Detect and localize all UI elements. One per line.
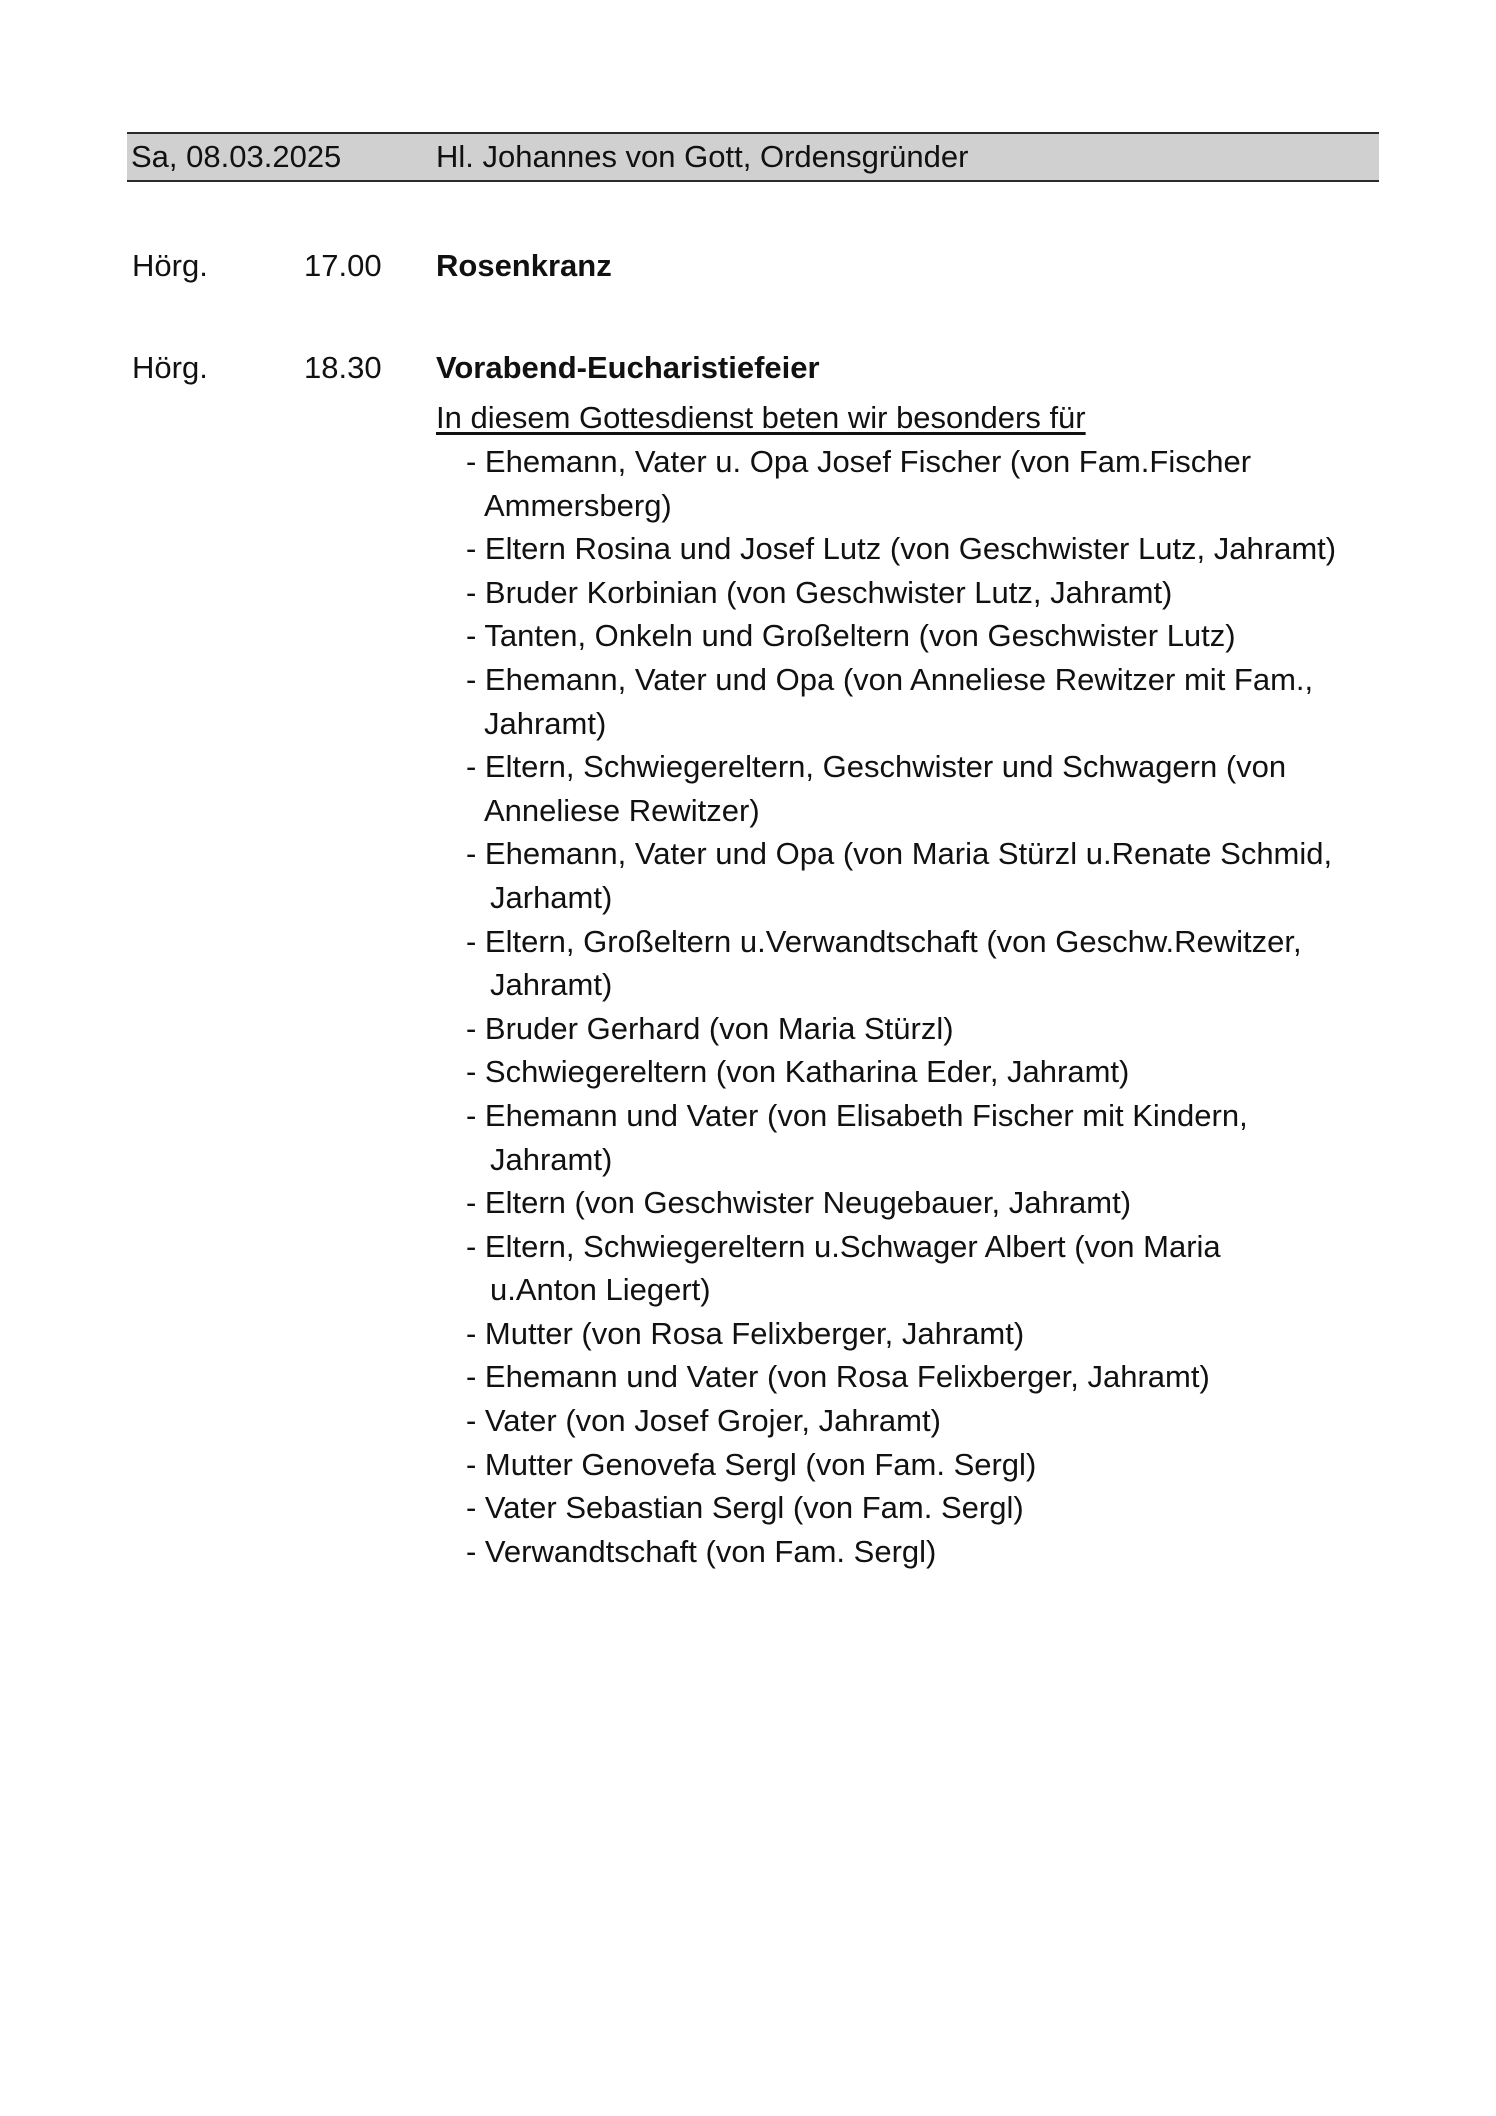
intention-item bbox=[466, 832, 1386, 919]
day-feast: Hl. Johannes von Gott, Ordensgründer bbox=[436, 139, 969, 174]
event-place: Hörg. bbox=[132, 350, 208, 385]
intention-line: - Tanten, Onkeln und Großeltern (von Geschwister Lutz) bbox=[466, 618, 1236, 654]
intention-line: - Ehemann, Vater u. Opa Josef Fischer (von Fam.Fischer bbox=[466, 444, 1252, 479]
intention-line: - Vater Sebastian Sergl (von Fam. Sergl) bbox=[466, 1490, 1024, 1526]
intention-item bbox=[466, 527, 1386, 571]
intention-line-continued: Jarhamt) bbox=[490, 879, 613, 915]
intention-item bbox=[466, 1181, 1386, 1225]
intention-item bbox=[466, 614, 1386, 658]
day-header bbox=[127, 132, 1379, 182]
intention-item bbox=[466, 571, 1386, 615]
intention-item bbox=[466, 1094, 1386, 1181]
intention-line: - Eltern, Schwiegereltern, Geschwister und Schwagern (von bbox=[466, 749, 1287, 785]
event-time: 18.30 bbox=[304, 350, 382, 385]
intention-line: - Eltern, Schwiegereltern u.Schwager Albert (von Maria bbox=[466, 1228, 1221, 1264]
day-date: Sa, 08.03.2025 bbox=[131, 139, 342, 174]
intention-line-continued: Jahramt) bbox=[490, 1141, 613, 1177]
intention-item bbox=[466, 920, 1386, 1007]
intention-item bbox=[466, 1355, 1386, 1399]
intention-line-continued: u.Anton Liegert) bbox=[490, 1272, 711, 1308]
intention-item bbox=[466, 1486, 1386, 1530]
intention-line: - Schwiegereltern (von Katharina Eder, Jahramt) bbox=[466, 1054, 1130, 1090]
intention-line: - Ehemann, Vater und Opa (von Maria Stürzl u.Renate Schmid, bbox=[466, 836, 1333, 872]
intention-item bbox=[466, 1399, 1386, 1443]
intention-item bbox=[466, 1312, 1386, 1356]
intention-line: - Vater (von Josef Grojer, Jahramt) bbox=[466, 1403, 941, 1439]
intention-item bbox=[466, 440, 1386, 527]
event-time: 17.00 bbox=[304, 248, 382, 283]
intention-item bbox=[466, 658, 1386, 745]
event-title: Rosenkranz bbox=[436, 248, 612, 283]
intention-item bbox=[466, 1050, 1386, 1094]
intention-line-continued: Jahramt) bbox=[484, 705, 607, 741]
intention-line: - Mutter Genovefa Sergl (von Fam. Sergl) bbox=[466, 1446, 1037, 1482]
intentions-intro: In diesem Gottesdienst beten wir besonders für bbox=[436, 400, 1086, 435]
intention-line: - Bruder Korbinian (von Geschwister Lutz, Jahramt) bbox=[466, 574, 1173, 610]
intention-line: - Ehemann und Vater (von Elisabeth Fischer mit Kindern, bbox=[466, 1097, 1248, 1133]
intention-line-continued: Anneliese Rewitzer) bbox=[484, 792, 760, 828]
intention-item bbox=[466, 745, 1386, 832]
intention-line: - Mutter (von Rosa Felixberger, Jahramt) bbox=[466, 1315, 1025, 1351]
intention-line: - Verwandtschaft (von Fam. Sergl) bbox=[466, 1533, 937, 1569]
intention-line: - Eltern (von Geschwister Neugebauer, Jahramt) bbox=[466, 1185, 1132, 1221]
intention-line: - Bruder Gerhard (von Maria Stürzl) bbox=[466, 1010, 954, 1046]
intention-item bbox=[466, 1530, 1386, 1574]
intention-line-continued: Ammersberg) bbox=[484, 487, 672, 523]
event-title: Vorabend-Eucharistiefeier bbox=[436, 350, 820, 385]
intention-line: - Ehemann und Vater (von Rosa Felixberger, Jahramt) bbox=[466, 1359, 1210, 1395]
intention-line-continued: Jahramt) bbox=[490, 967, 613, 1003]
intentions-list bbox=[466, 440, 1386, 1573]
intention-line: - Ehemann, Vater und Opa (von Anneliese Rewitzer mit Fam., bbox=[466, 661, 1314, 697]
intention-item bbox=[466, 1443, 1386, 1487]
intention-item bbox=[466, 1007, 1386, 1051]
intention-item bbox=[466, 1225, 1386, 1312]
intention-line: - Eltern Rosina und Josef Lutz (von Geschwister Lutz, Jahramt) bbox=[466, 531, 1337, 567]
intention-line: - Eltern, Großeltern u.Verwandtschaft (von Geschw.Rewitzer, bbox=[466, 923, 1302, 959]
event-place: Hörg. bbox=[132, 248, 208, 283]
